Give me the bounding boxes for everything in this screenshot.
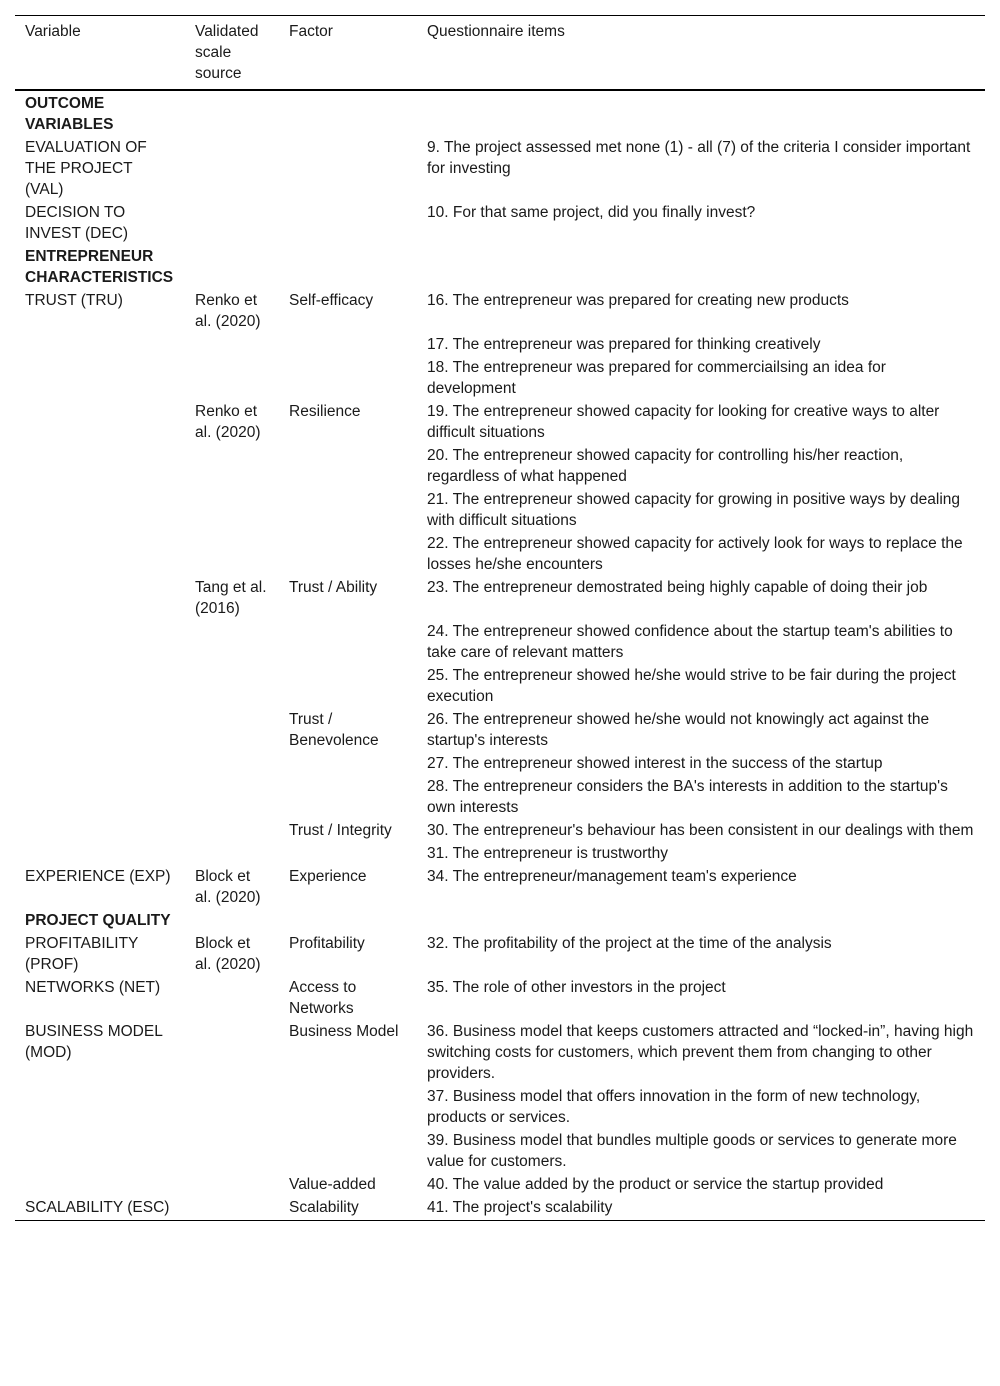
item-cell: 39. Business model that bundles multiple goods or services to generate more value for customers. [427,1132,957,1170]
source-cell [185,842,279,865]
table-row [15,532,985,576]
source-cell [185,664,279,708]
factor-cell [279,444,417,488]
table-row [15,932,985,976]
item-cell: 32. The profitability of the project at the time of the analysis [427,935,832,952]
factor-cell: Business Model [289,1023,399,1040]
item-cell: 22. The entrepreneur showed capacity for actively look for ways to replace the losses he/she encounters [427,535,963,573]
source-cell [185,1020,279,1085]
section-row [15,90,985,136]
table-row [15,201,985,245]
item-cell: 30. The entrepreneur's behaviour has been consistent in our dealings with them [427,822,974,839]
variable-cell [15,775,185,819]
factor-cell [279,136,417,201]
item-cell: 36. Business model that keeps customers attracted and “locked-in”, having high switching costs for customers, which prevent them from changing to other providers. [427,1023,974,1082]
source-cell [185,775,279,819]
table-row [15,664,985,708]
variable-cell [15,819,185,842]
variable-cell [15,1085,185,1129]
item-cell: 16. The entrepreneur was prepared for creating new products [427,292,849,309]
factor-cell: Trust / Integrity [289,822,392,839]
item-cell: 27. The entrepreneur showed interest in the success of the startup [427,755,883,772]
table-row [15,576,985,620]
table-row [15,1085,985,1129]
source-cell [185,1085,279,1129]
item-cell: 25. The entrepreneur showed he/she would strive to be fair during the project execution [427,667,956,705]
source-cell: Tang et al. (2016) [195,579,267,617]
table-row [15,1173,985,1196]
variable-cell: BUSINESS MODEL (MOD) [25,1023,163,1061]
factor-cell [279,333,417,356]
table-row [15,1196,985,1221]
item-cell: 34. The entrepreneur/management team's experience [427,868,797,885]
variable-cell: EXPERIENCE (EXP) [25,868,171,885]
item-cell: 18. The entrepreneur was prepared for commerciailsing an idea for development [427,359,886,397]
table-row [15,620,985,664]
variable-cell: DECISION TO INVEST (DEC) [25,204,129,242]
source-cell [185,333,279,356]
item-cell: 37. Business model that offers innovation in the form of new technology, products or services. [427,1088,921,1126]
factor-cell [279,201,417,245]
factor-cell [279,1129,417,1173]
table-row [15,775,985,819]
table-row [15,842,985,865]
table-row [15,865,985,909]
table-row [15,752,985,775]
source-cell [185,708,279,752]
factor-cell: Trust / Benevolence [289,711,379,749]
factor-cell [279,356,417,400]
factor-cell [279,842,417,865]
source-cell [185,976,279,1020]
item-cell: 40. The value added by the product or service the startup provided [427,1176,884,1193]
table-row [15,444,985,488]
source-cell [185,1196,279,1221]
factor-cell [279,620,417,664]
variable-cell [15,752,185,775]
header-variable: Variable [25,23,81,40]
table-row [15,289,985,333]
table-row [15,400,985,444]
variable-cell [15,664,185,708]
source-cell [185,1129,279,1173]
section-label: PROJECT QUALITY [25,912,171,929]
item-cell: 23. The entrepreneur demostrated being highly capable of doing their job [427,579,928,596]
item-cell: 26. The entrepreneur showed he/she would not knowingly act against the startup's interests [427,711,930,749]
item-cell: 20. The entrepreneur showed capacity for controlling his/her reaction, regardless of what happened [427,447,904,485]
variable-cell: NETWORKS (NET) [25,979,161,996]
variable-cell [15,620,185,664]
factor-cell: Self-efficacy [289,292,374,309]
section-label: OUTCOME VARIABLES [25,95,114,133]
source-cell [185,444,279,488]
factor-cell: Scalability [289,1199,359,1216]
table-body [15,90,985,1221]
variable-cell: TRUST (TRU) [25,292,123,309]
source-cell: Block et al. (2020) [195,868,261,906]
item-cell: 24. The entrepreneur showed confidence about the startup team's abilities to take care of relevant matters [427,623,953,661]
variable-cell [15,532,185,576]
source-cell [185,620,279,664]
header-questionnaire-items: Questionnaire items [427,23,565,40]
variable-cell [15,708,185,752]
table-row [15,1129,985,1173]
factor-cell [279,532,417,576]
item-cell: 19. The entrepreneur showed capacity for looking for creative ways to alter difficult situations [427,403,940,441]
source-cell: Renko et al. (2020) [195,403,261,441]
source-cell [185,752,279,775]
table-row [15,819,985,842]
source-cell [185,488,279,532]
variable-cell: PROFITABILITY (PROF) [25,935,139,973]
variable-cell: EVALUATION OF THE PROJECT (VAL) [25,139,147,198]
source-cell [185,1173,279,1196]
factor-cell [279,775,417,819]
source-cell: Block et al. (2020) [195,935,261,973]
item-cell: 10. For that same project, did you finally invest? [427,204,756,221]
variable-cell: SCALABILITY (ESC) [25,1199,170,1216]
factor-cell [279,488,417,532]
source-cell [185,201,279,245]
item-cell: 9. The project assessed met none (1) - all (7) of the criteria I consider important for investing [427,139,971,177]
section-label: ENTREPRENEUR CHARACTERISTICS [25,248,174,286]
factor-cell: Resilience [289,403,361,420]
variable-cell [15,842,185,865]
questionnaire-table [15,15,985,1221]
item-cell: 28. The entrepreneur considers the BA's interests in addition to the startup's own interests [427,778,948,816]
factor-cell: Trust / Ability [289,579,378,596]
section-row [15,909,985,932]
item-cell: 21. The entrepreneur showed capacity for growing in positive ways by dealing with difficult situations [427,491,961,529]
source-cell [185,532,279,576]
factor-cell: Value-added [289,1176,376,1193]
header-row [15,16,985,91]
source-cell [185,356,279,400]
variable-cell [15,576,185,620]
factor-cell [279,1085,417,1129]
table-row [15,976,985,1020]
variable-cell [15,1173,185,1196]
table-row [15,488,985,532]
variable-cell [15,333,185,356]
table-row [15,333,985,356]
source-cell [185,819,279,842]
item-cell: 31. The entrepreneur is trustworthy [427,845,668,862]
header-scale-source: Validated scale source [195,23,259,82]
header-factor: Factor [289,23,333,40]
section-row [15,245,985,289]
factor-cell: Access to Networks [289,979,357,1017]
factor-cell: Experience [289,868,367,885]
variable-cell [15,356,185,400]
factor-cell [279,664,417,708]
variable-cell [15,400,185,444]
item-cell: 35. The role of other investors in the project [427,979,726,996]
table-row [15,136,985,201]
item-cell: 17. The entrepreneur was prepared for thinking creatively [427,336,821,353]
table-header [15,16,985,91]
table-row [15,356,985,400]
variable-cell [15,488,185,532]
source-cell: Renko et al. (2020) [195,292,261,330]
variable-cell [15,1129,185,1173]
item-cell: 41. The project's scalability [427,1199,613,1216]
table-row [15,1020,985,1085]
factor-cell [279,752,417,775]
table-row [15,708,985,752]
source-cell [185,136,279,201]
factor-cell: Profitability [289,935,365,952]
variable-cell [15,444,185,488]
